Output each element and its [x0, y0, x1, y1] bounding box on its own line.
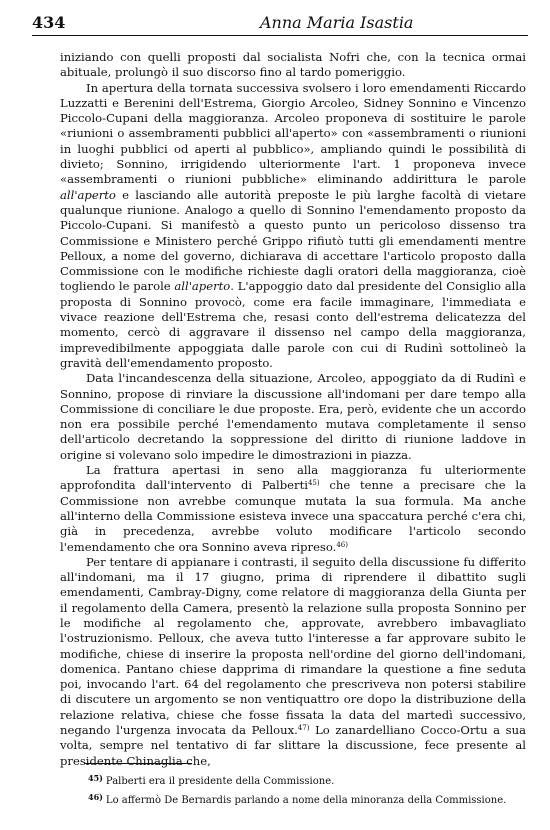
footnote-ref-47[interactable]: 47): [297, 724, 310, 733]
footnote-ref-46[interactable]: 46): [336, 540, 348, 549]
running-head: Anna Maria Isastia: [260, 13, 414, 32]
page-header: [32, 11, 528, 36]
paragraph-2-emphasis-a: all'aperto: [60, 187, 116, 202]
paragraph-2: [60, 81, 526, 372]
paragraph-3-text: Data l'incandescenza della situazione, Arcoleo, appoggiato da di Rudinì e Sonnino, propose di rinviare la discussione all'indomani per dare tempo alla Commissione di conciliare le due proposte. Era, però, evidente che un accordo non era possibile perché l'emendamento mutava completamente il senso dell'articolo decretando la soppressione del diritto di riunione laddove in origine si volevano solo impedire le dimostrazioni in piazza.: [60, 371, 526, 462]
paragraph-2-emphasis-b: all'aperto: [174, 279, 231, 294]
paragraph-3: [60, 371, 526, 463]
footnote-divider: [84, 763, 192, 764]
paragraph-5-text-a: Per tentare di appianare i contrasti, il seguito della discussione fu differito all'indomani, ma il 17 giugno, prima di riprendere il dibattito sugli emendamenti, Cambray-Digny, come relatore di maggioranza della Giunta per il regolamento della Camera, presentò la relazione sulla proposta Sonnino per le modifiche al regolamento che, approvate, avrebbero imbavagliato l'ostruzionismo. Pelloux, che aveva tutto l'interesse a far approvare subito le modifiche, chiese di inserire la proposta nell'ordine del giorno dell'indomani, domenica. Pantano chiese dapprima di rimandare la questione a fine seduta poi, invocando l'art. 64 del regolamento che prescriveva non potersi stabilire di discutere un argomento se non ventiquattro ore dopo la distribuzione della relazione relativa, chiese che fosse fissata la data del martedì successivo, negando l'urgenza invocata da Pelloux.: [60, 554, 526, 738]
paragraph-1-text: iniziando con quelli proposti dal socialista Nofri che, con la tecnica ormai abituale, prolungò il suo discorso fino al tardo pomeriggio.: [60, 50, 526, 80]
footnote-ref-45[interactable]: 45): [307, 479, 320, 488]
paragraph-2-text-c: . L'appoggio dato dal presidente del Consiglio alla proposta di Sonnino provocò, come era facile immaginare, l'immediata e vivace reazione dell'Estrema che, resasi conto dell'estrema delicatezza del momento, cercò di aggravare il dissenso nel campo della maggioranza, imprevedibilmente appoggiata dalle parole con cui di Rudinì sottolineò la gravità dell'emendamento proposto.: [60, 279, 526, 370]
paragraph-4: [60, 463, 526, 555]
paragraph-5: [60, 555, 526, 769]
footnote-46: [88, 790, 528, 809]
paragraph-5-text-b: Lo zanardelliano Cocco-Ortu a sua volta, sempre nel tentativo di far slittare la discussione, fece presente al presidente Chinaglia che,: [60, 723, 526, 768]
footnote-number: 45): [88, 773, 103, 783]
body-text: [60, 50, 526, 769]
footnote-45: [88, 771, 528, 790]
footnote-text: Palberti era il presidente della Commissione.: [105, 776, 335, 787]
footnote-text: Lo affermò De Bernardis parlando a nome della minoranza della Commissione.: [105, 794, 507, 806]
paragraph-2-text-b: e lasciando alle autorità preposte le più larghe facoltà di vietare qualunque riunione. Analogo a quello di Sonnino l'emendamento proposto da Piccolo-Cupani. Si manifestò a questo punto un pericoloso dissenso tra Commissione e Ministero perché Grippo rifiutò tutti gli emendamenti mentre Pelloux, a nome del governo, dichiarava di accettare l'articolo proposto dalla Commissione con le modifiche richieste dagli oratori della maggioranza, cioè togliendo le parole: [60, 187, 526, 294]
paragraph-1: [60, 50, 526, 81]
paragraph-4-text-b: che tenne a precisare che la Commissione non avrebbe comunque mutata la sua formula. Ma anche all'interno della Commissione esisteva invece una spaccatura perché c'era chi, già in precedenza, avrebbe voluto modificare l'articolo secondo l'emendamento che ora Sonnino aveva ripreso.: [60, 478, 526, 554]
paragraph-4-text-a: La frattura apertasi in seno alla maggioranza fu ulteriormente approfondita dall'intervento di Palberti: [60, 463, 526, 493]
page-number: 434: [32, 13, 66, 32]
footnotes: [88, 771, 528, 808]
paragraph-2-text-a: In apertura della tornata successiva svolsero i loro emendamenti Riccardo Luzzatti e Berenini dell'Estrema, Giorgio Arcoleo, Sidney Sonnino e Vincenzo Piccolo-Cupani della maggioranza. Arcoleo proponeva di sostituire le parole «riunioni o assembramenti pubblici all'aperto» con «assembramenti o riunioni in luoghi pubblici od aperti al pubblico», ampliando quindi le possibilità di divieto; Sonnino, irrigidendo ulteriormente l'art. 1 proponeva invece «assembramenti o riunioni pubbliche» eliminando addirittura le parole: [60, 80, 526, 187]
footnote-number: 46): [88, 791, 103, 802]
